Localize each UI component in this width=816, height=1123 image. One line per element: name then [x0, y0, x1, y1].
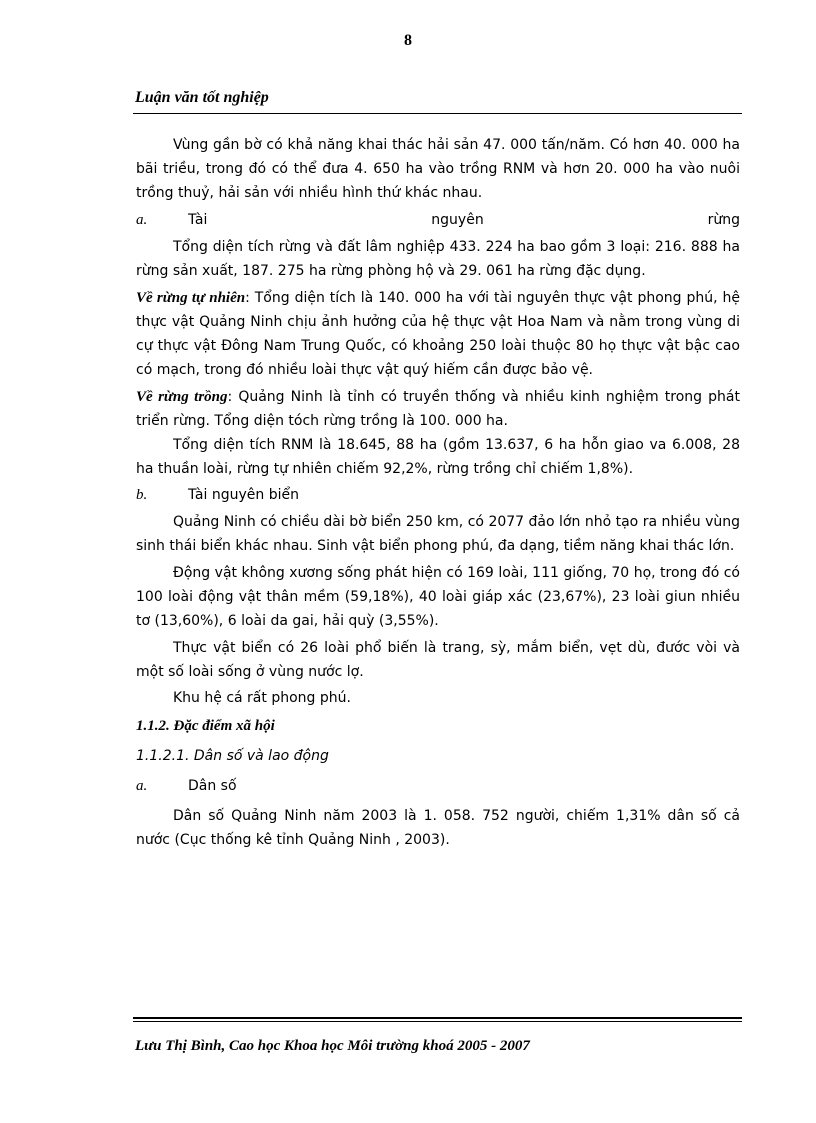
natural-forest-lead: Về rừng tự nhiên	[136, 290, 246, 306]
paragraph-coastline: Quảng Ninh có chiều dài bờ biển 250 km, có 2077 đảo lớn nhỏ tạo ra nhiều vùng sinh thái biển khác nhau. Sinh vật biển phong phú, đa dạng, tiềm năng khai thác lớn.	[136, 514, 740, 554]
paragraph-natural-forest	[136, 286, 740, 382]
page-number: 8	[404, 32, 412, 49]
natural-forest-text: : Tổng diện tích là 140. 000 ha với tài nguyên thực vật phong phú, hệ thực vật Quảng Ninh chịu ảnh hưởng của hệ thực vật Hoa Nam và nằm trong vùng di cự thực vật Đông Nam Trung Quốc, có khoảng 250 loài thuộc 80 họ thực vật bậc cao có mạch, trong đó nhiều loài thực vật quý hiếm cần được bảo vệ.	[136, 290, 740, 378]
paragraph-population: Dân số Quảng Ninh năm 2003 là 1. 058. 752 người, chiếm 1,31% dân số cả nước (Cục thống kê tỉnh Quảng Ninh , 2003).	[136, 808, 740, 848]
paragraph-planted-forest	[136, 385, 740, 433]
paragraph-mangrove-area: Tổng diện tích RNM là 18.645, 88 ha (gồm 13.637, 6 ha hỗn giao va 6.008, 28 ha thuần loài, rừng tự nhiên chiếm 92,2%, rừng trồng chỉ chiếm 1,8%).	[136, 437, 740, 477]
list-marker: a.	[136, 778, 148, 794]
section-a-forest-heading	[136, 208, 740, 232]
heading-word: Tài	[188, 212, 208, 228]
heading-label: Tài nguyên biển	[188, 487, 299, 503]
body-text	[136, 133, 740, 852]
footer-rule-thick	[133, 1017, 742, 1019]
heading-word: nguyên	[431, 212, 484, 228]
paragraph-fish: Khu hệ cá rất phong phú.	[173, 690, 351, 706]
list-marker: a.	[136, 212, 148, 228]
running-header-title: Luận văn tốt nghiệp	[135, 89, 269, 106]
paragraph-coastal-seafood: Vùng gần bờ có khả năng khai thác hải sản 47. 000 tấn/năm. Có hơn 40. 000 ha bãi triều, trong đó có thể đưa 4. 650 ha vào trồng RNM và hơn 20. 000 ha vào nuôi trồng thuỷ, hải sản với nhiều hình thứ khác nhau.	[136, 137, 740, 201]
section-a-population-heading	[136, 774, 740, 798]
running-footer: Lưu Thị Bình, Cao học Khoa học Môi trường khoá 2005 - 2007	[135, 1038, 530, 1054]
paragraph-marine-plants: Thực vật biển có 26 loài phổ biến là trang, sỳ, mắm biển, vẹt dù, đước vòi và một số loài sống ở vùng nước lợ.	[136, 640, 740, 680]
footer-rule-thin	[133, 1021, 742, 1022]
header-rule	[133, 113, 742, 114]
section-heading-social: 1.1.2. Đặc điểm xã hội	[136, 718, 275, 734]
subsection-heading-population: 1.1.2.1. Dân số và lao động	[136, 748, 329, 764]
heading-word: rừng	[707, 212, 740, 228]
heading-label: Dân số	[188, 778, 237, 794]
paragraph-invertebrates: Động vật không xương sống phát hiện có 169 loài, 111 giống, 70 họ, trong đó có 100 loài động vật thân mềm (59,18%), 40 loài giáp xác (23,67%), 23 loài giun nhiều tơ (13,60%), 6 loài da gai, hải quỳ (3,55%).	[136, 565, 740, 629]
paragraph-forest-area: Tổng diện tích rừng và đất lâm nghiệp 433. 224 ha bao gồm 3 loại: 216. 888 ha rừng sản xuất, 187. 275 ha rừng phòng hộ và 29. 061 ha rừng đặc dụng.	[136, 239, 740, 279]
section-b-heading	[136, 483, 740, 507]
planted-forest-lead: Về rừng trồng	[136, 389, 228, 405]
planted-forest-text: : Quảng Ninh là tỉnh có truyền thống và nhiều kinh nghiệm trong phát triển rừng. Tổng diện tóch rừng trồng là 100. 000 ha.	[136, 389, 740, 429]
list-marker: b.	[136, 487, 148, 503]
